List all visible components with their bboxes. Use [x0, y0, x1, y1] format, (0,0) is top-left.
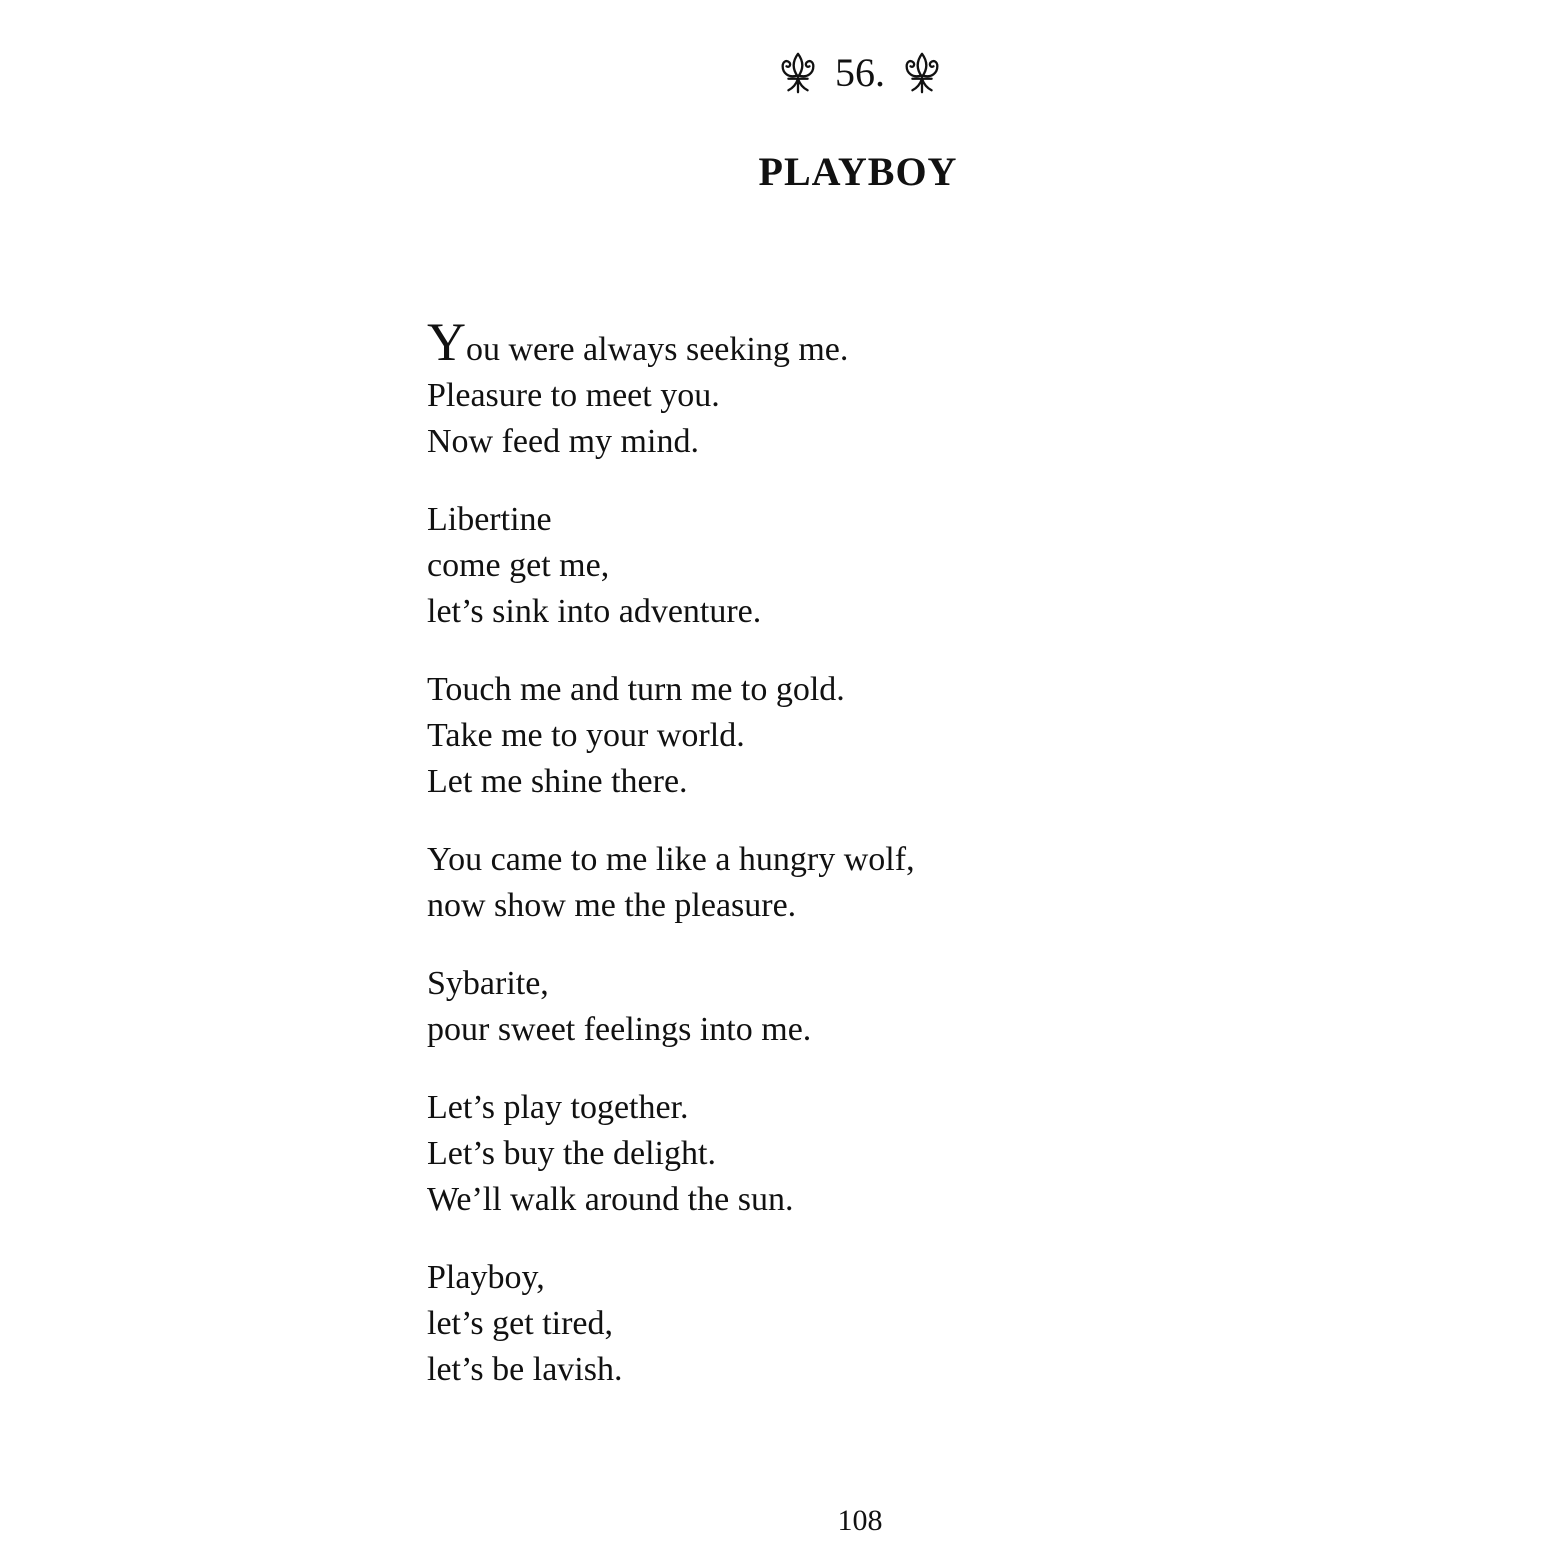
fleur-de-lis-icon — [899, 50, 945, 96]
poem-line: Now feed my mind. — [427, 423, 699, 460]
poem-line: Let me shine there. — [427, 763, 688, 800]
poem-header — [760, 38, 960, 108]
poem-line: Let’s buy the delight. — [427, 1135, 716, 1172]
poem-line: Take me to your world. — [427, 717, 745, 754]
poem-number: 56. — [835, 50, 885, 95]
stanza — [427, 312, 1047, 465]
stanza — [427, 497, 1047, 635]
poem-title: PLAYBOY — [758, 149, 958, 194]
poem-line: let’s be lavish. — [427, 1351, 623, 1388]
poem-line: Libertine — [427, 501, 552, 538]
stanza — [427, 961, 1047, 1053]
poem-line: Let’s play together. — [427, 1089, 689, 1126]
first-line — [427, 312, 1047, 373]
poem-line: let’s sink into adventure. — [427, 593, 762, 630]
page-number: 108 — [837, 1504, 883, 1537]
poem-line: pour sweet feelings into me. — [427, 1011, 812, 1048]
poem-body — [427, 312, 1047, 1425]
poem-line: come get me, — [427, 547, 610, 584]
drop-cap: Y — [427, 312, 466, 372]
stanza — [427, 1255, 1047, 1393]
stanza — [427, 837, 1047, 929]
poem-line: You came to me like a hungry wolf, — [427, 841, 915, 878]
poem-line: now show me the pleasure. — [427, 887, 797, 924]
poem-line: We’ll walk around the sun. — [427, 1181, 794, 1218]
first-line-text: ou were always seeking me. — [466, 331, 849, 368]
stanza — [427, 667, 1047, 805]
poem-line: let’s get tired, — [427, 1305, 614, 1342]
poem-line: Touch me and turn me to gold. — [427, 671, 845, 708]
poem-line: Playboy, — [427, 1259, 545, 1296]
poem-line: Pleasure to meet you. — [427, 377, 720, 414]
poem-line: Sybarite, — [427, 965, 549, 1002]
stanza — [427, 1085, 1047, 1223]
fleur-de-lis-icon — [775, 50, 821, 96]
